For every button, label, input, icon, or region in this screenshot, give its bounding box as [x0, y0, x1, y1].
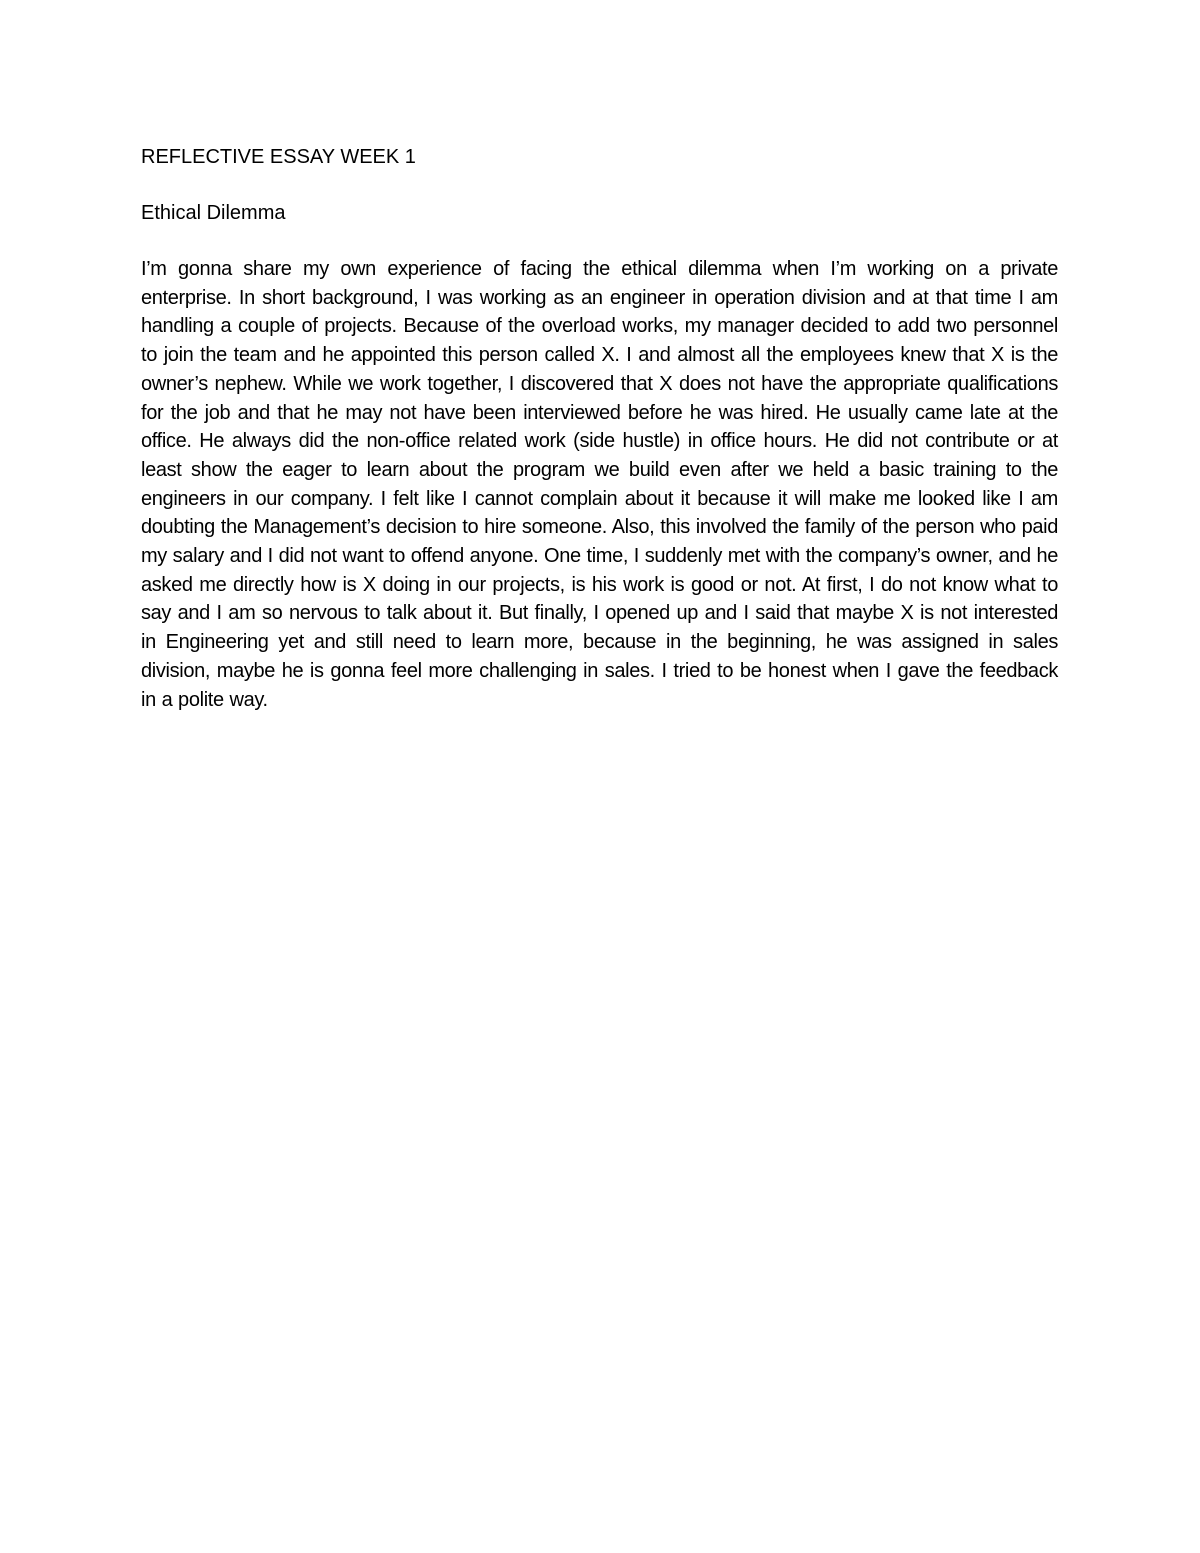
- document-subtitle: Ethical Dilemma: [141, 202, 286, 224]
- document-title: REFLECTIVE ESSAY WEEK 1: [141, 146, 416, 168]
- document-content: [141, 143, 1058, 714]
- essay-paragraph: I’m gonna share my own experience of facing the ethical dilemma when I’m working on a private enterprise. In short background, I was working as an engineer in operation division and at that time I am handling a couple of projects. Because of the overload works, my manager decided to add two personnel to join the team and he appointed this person called X. I and almost all the employees knew that X is the owner’s nephew. While we work together, I discovered that X does not have the appropriate qualifications for the job and that he may not have been interviewed before he was hired. He usually came late at the office. He always did the non-office related work (side hustle) in office hours. He did not contribute or at least show the eager to learn about the program we build even after we held a basic training to the engineers in our company. I felt like I cannot complain about it because it will make me looked like I am doubting the Management’s decision to hire someone. Also, this involved the family of the person who paid my salary and I did not want to offend anyone. One time, I suddenly met with the company’s owner, and he asked me directly how is X doing in our projects, is his work is good or not. At first, I do not know what to say and I am so nervous to talk about it. But finally, I opened up and I said that maybe X is not interested in Engineering yet and still need to learn more, because in the beginning, he was assigned in sales division, maybe he is gonna feel more challenging in sales. I tried to be honest when I gave the feedback in a polite way.: [141, 258, 1058, 711]
